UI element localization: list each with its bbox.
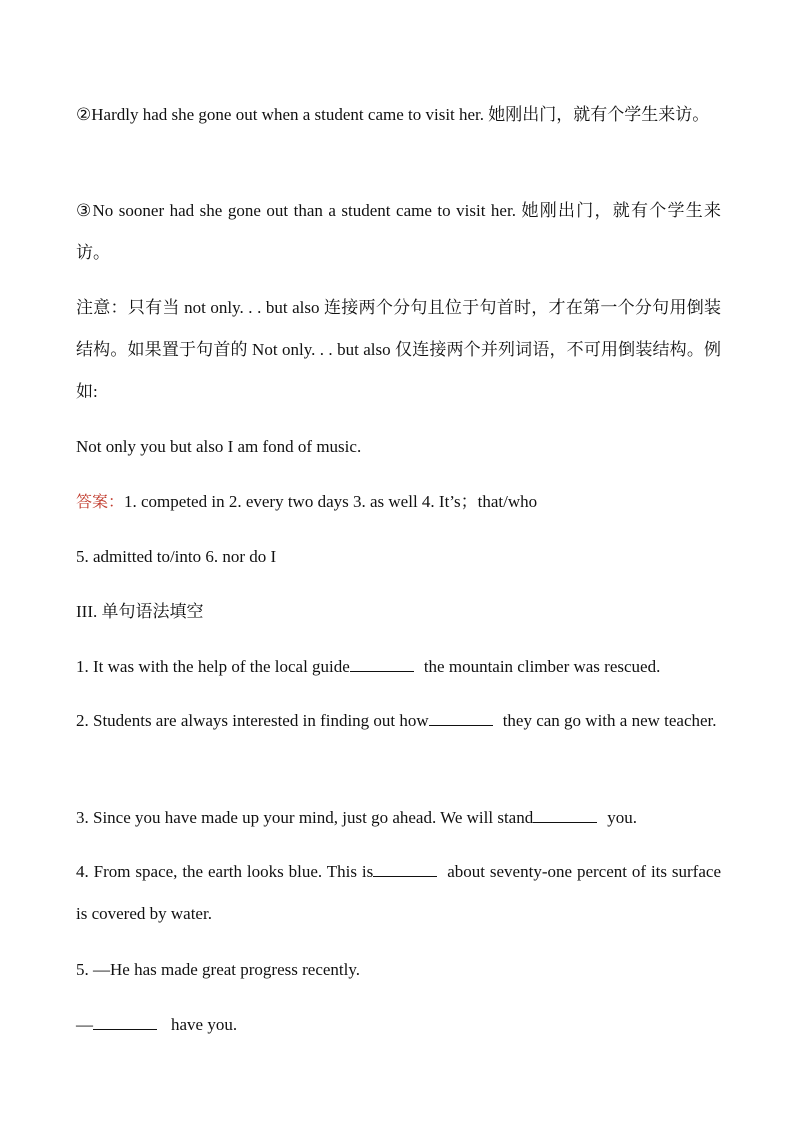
question-5-blank[interactable]: [93, 1014, 157, 1030]
question-5-before: 5. —He has made great progress recently.: [76, 960, 361, 979]
reply-after: have you.: [171, 1015, 238, 1034]
question-2-text: [76, 700, 721, 742]
inversion-example-2-text: ②Hardly had she gone out when a student came to visit her. 她刚出门，就有个学生来访。: [76, 105, 710, 124]
inversion-example-3: [76, 190, 721, 274]
question-4-blank[interactable]: [373, 861, 437, 877]
question-1: [76, 656, 726, 678]
answer-line-2: 5. admitted to/into 6. nor do I: [76, 547, 277, 566]
question-3-after: you.: [607, 808, 637, 827]
question-5: [76, 959, 726, 981]
question-1-blank[interactable]: [350, 656, 414, 672]
note-paragraph: [76, 287, 721, 413]
question-3-blank[interactable]: [533, 807, 597, 823]
question-2-after: they can go with a new teacher.: [502, 711, 717, 730]
inversion-example-3-text: ③No sooner had she gone out than a student came to visit her. 她刚出门，就有个学生来访。: [76, 201, 721, 262]
question-4-after: about seventy-one percent of its surface is covered by water.: [76, 862, 721, 923]
question-2: [76, 700, 721, 742]
question-3-before: 3. Since you have made up your mind, just go ahead. We will stand: [76, 808, 534, 827]
inversion-example-2: [76, 94, 721, 136]
question-5-reply: [76, 1014, 726, 1036]
question-1-before: 1. It was with the help of the local guide: [76, 657, 350, 676]
answer-line-1: [76, 491, 726, 513]
question-2-blank[interactable]: [429, 710, 493, 726]
question-3: [76, 807, 726, 829]
note-text: 注意：只有当 not only. . . but also 连接两个分句且位于句首时，才在第一个分句用倒装结构。如果置于句首的 Not only. . . but also 仅连接两个并列词语，不可用倒装结构。例如:: [76, 298, 721, 401]
answer-label: 答案：: [76, 492, 125, 511]
question-1-after: the mountain climber was rescued.: [423, 657, 661, 676]
section-heading: III. 单句语法填空: [76, 602, 204, 621]
question-2-before: 2. Students are always interested in finding out how: [76, 711, 429, 730]
reply-prefix: —: [76, 1015, 93, 1034]
note-example: Not only you but also I am fond of music.: [76, 437, 362, 456]
question-4: [76, 851, 721, 935]
question-4-text: [76, 851, 721, 935]
question-4-before: 4. From space, the earth looks blue. This is: [76, 862, 374, 881]
answer-line-1-text: 1. competed in 2. every two days 3. as well 4. It’s；that/who: [124, 492, 538, 511]
